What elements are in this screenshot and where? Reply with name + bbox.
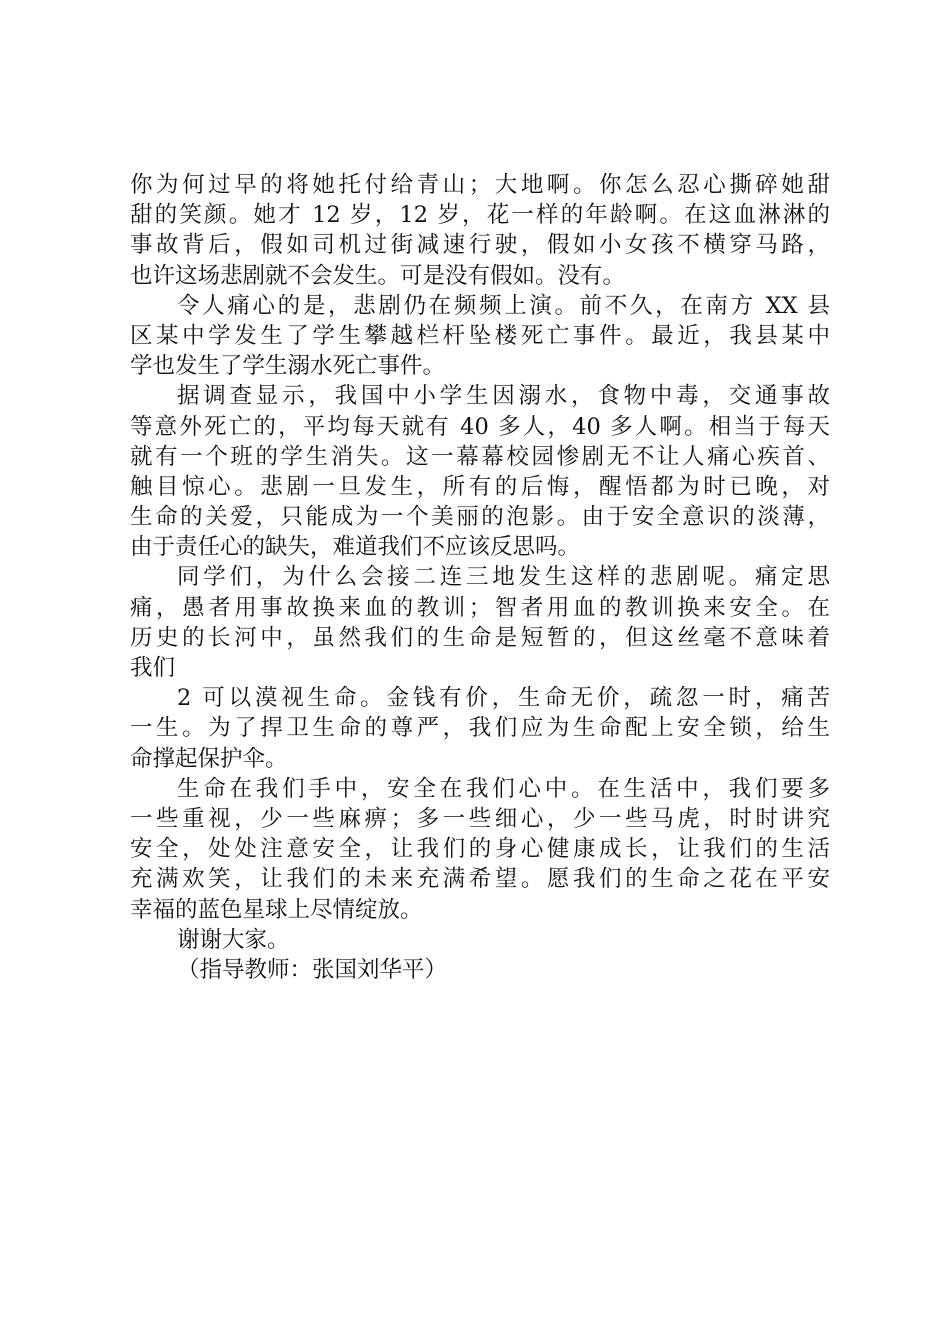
text-line: 充满欢笑，让我们的未来充满希望。愿我们的生命之花在平安 bbox=[130, 866, 830, 893]
text-line: 命撑起保护伞。 bbox=[130, 745, 288, 772]
text-line: 学也发生了学生溺水死亡事件。 bbox=[130, 353, 446, 380]
text-line: 触目惊心。悲剧一旦发生，所有的后悔，醒悟都为时已晚，对 bbox=[130, 473, 830, 500]
text-line: 生命在我们手中，安全在我们心中。在生活中，我们要多 bbox=[177, 775, 830, 802]
text-line: 我们 bbox=[130, 655, 176, 681]
document-body bbox=[130, 170, 830, 985]
text-line: 也许这场悲剧就不会发生。可是没有假如。没有。 bbox=[130, 262, 626, 289]
text-line: 区某中学发生了学生攀越栏杆坠楼死亡事件。最近，我县某中 bbox=[130, 322, 830, 349]
text-line: 据调查显示，我国中小学生因溺水，食物中毒，交通事故 bbox=[177, 383, 830, 410]
text-line: 就有一个班的学生消失。这一幕幕校园惨剧无不让人痛心疾首、 bbox=[130, 443, 830, 470]
text-line: 等意外死亡的，平均每天就有 40 多人，40 多人啊。相当于每天 bbox=[130, 413, 830, 440]
text-line: 安全，处处注意安全，让我们的身心健康成长，让我们的生活 bbox=[130, 836, 830, 863]
text-line: 谢谢大家。 bbox=[177, 926, 290, 953]
text-line: 痛，愚者用事故换来血的教训；智者用血的教训换来安全。在 bbox=[130, 594, 830, 621]
text-line: （指导教师：张国刘华平） bbox=[177, 956, 448, 983]
text-line: 甜的笑颜。她才 12 岁，12 岁，花一样的年龄啊。在这血淋淋的 bbox=[130, 202, 830, 229]
text-line: 生命的关爱，只能成为一个美丽的泡影。由于安全意识的淡薄， bbox=[130, 504, 830, 531]
text-line: 历史的长河中，虽然我们的生命是短暂的，但这丝毫不意味着 bbox=[130, 624, 830, 651]
text-line: 由于责任心的缺失，难道我们不应该反思吗。 bbox=[130, 534, 581, 561]
text-line: 幸福的蓝色星球上尽情绽放。 bbox=[130, 896, 423, 923]
text-line: 事故背后，假如司机过街减速行驶，假如小女孩不横穿马路， bbox=[130, 232, 830, 259]
text-line: 同学们，为什么会接二连三地发生这样的悲剧呢。痛定思 bbox=[177, 564, 830, 591]
text-line: 一生。为了捍卫生命的尊严，我们应为生命配上安全锁，给生 bbox=[130, 715, 830, 742]
text-line: 2 可以漠视生命。金钱有价，生命无价，疏忽一时，痛苦 bbox=[177, 685, 830, 712]
text-line: 一些重视，少一些麻痹；多一些细心，少一些马虎，时时讲究 bbox=[130, 805, 830, 832]
text-line: 令人痛心的是，悲剧仍在频频上演。前不久，在南方 XX 县 bbox=[177, 292, 830, 319]
text-line: 你为何过早的将她托付给青山；大地啊。你怎么忍心撕碎她甜 bbox=[130, 172, 830, 198]
